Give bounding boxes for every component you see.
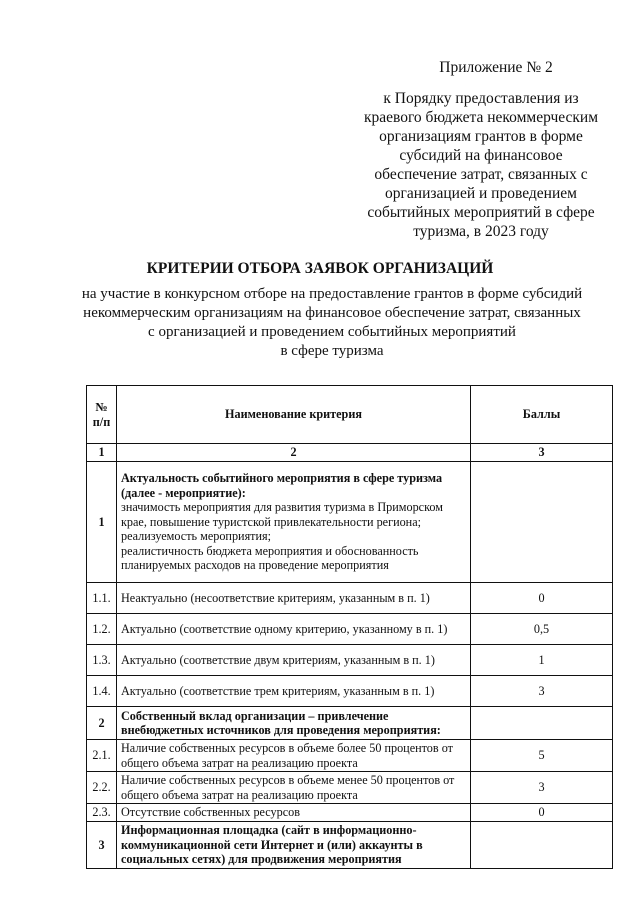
item-number: 1.3. [87,645,117,676]
document-subtitle [52,285,612,361]
section-number: 3 [87,822,117,869]
appendix-line: событийных мероприятий в сфере [367,204,595,221]
appendix-line: организацией и проведением [385,185,577,202]
criteria-table [86,385,613,869]
header-number: № п/п [87,386,117,444]
table-row [87,583,613,614]
section-score [471,822,613,869]
header-score: Баллы [471,386,613,444]
section-detail: реалистичность бюджета мероприятия и обоснованность планируемых расходов на проведение мероприятия [121,543,419,573]
subtitle-line: с организацией и проведением событийных мероприятий [148,324,516,340]
column-number: 1 [87,444,117,462]
item-number: 2.3. [87,804,117,822]
item-criterion: Неактуально (несоответствие критериям, указанным в п. 1) [117,583,471,614]
table-row-section [87,462,613,583]
table-row [87,804,613,822]
section-detail: значимость мероприятия для развития туризма в Приморском крае, повышение туристской привлекательности региона; [121,500,443,529]
column-number: 3 [471,444,613,462]
item-score: 1 [471,645,613,676]
table-row [87,614,613,645]
table-row-section [87,822,613,869]
item-number: 1.1. [87,583,117,614]
appendix-line: обеспечение затрат, связанных с [374,166,588,183]
item-score: 0,5 [471,614,613,645]
item-score: 0 [471,583,613,614]
document-title: КРИТЕРИИ ОТБОРА ЗАЯВОК ОРГАНИЗАЦИЙ [146,260,494,277]
column-number-row [87,444,613,462]
appendix-line: организациям грантов в форме [379,128,583,145]
item-score: 5 [471,740,613,772]
table-row [87,772,613,804]
section-score [471,462,613,583]
appendix-line: к Порядку предоставления из [383,90,579,107]
section-criterion [117,462,471,583]
table-row-section [87,707,613,740]
table-row [87,740,613,772]
header-criterion: Наименование критерия [117,386,471,444]
item-number: 1.2. [87,614,117,645]
table-row [87,676,613,707]
item-criterion: Отсутствие собственных ресурсов [117,804,471,822]
table-row [87,645,613,676]
section-title: Информационная площадка (сайт в информационно-коммуникационной сети Интернет и (или) аккаунты в социальных сетях) для продвижения мероприятия [117,822,471,869]
subtitle-line: некоммерческим организациям на финансовое обеспечение затрат, связанных [83,305,581,321]
column-number: 2 [117,444,471,462]
section-score [471,707,613,740]
subtitle-line: на участие в конкурсном отборе на предоставление грантов в форме субсидий [81,286,583,302]
appendix-line: туризма, в 2023 году [413,223,549,240]
item-number: 1.4. [87,676,117,707]
item-number: 2.1. [87,740,117,772]
section-detail: реализуемость мероприятия; [121,529,272,544]
item-criterion: Актуально (соответствие трем критериям, указанным в п. 1) [117,676,471,707]
item-score: 3 [471,772,613,804]
appendix-number: Приложение № 2 [439,59,553,76]
item-score: 3 [471,676,613,707]
item-criterion: Наличие собственных ресурсов в объеме более 50 процентов от общего объема затрат на реализацию проекта [117,740,471,772]
item-criterion: Наличие собственных ресурсов в объеме менее 50 процентов от общего объема затрат на реализацию проекта [117,772,471,804]
appendix-line: субсидий на финансовое [399,147,563,164]
section-title: Собственный вклад организации – привлечение внебюджетных источников для проведения мероприятия: [117,707,471,740]
section-title: Актуальность событийного мероприятия в сфере туризма (далее - мероприятие): [121,471,443,500]
item-score: 0 [471,804,613,822]
item-number: 2.2. [87,772,117,804]
subtitle-line: в сфере туризма [280,343,384,359]
section-number: 1 [87,462,117,583]
section-number: 2 [87,707,117,740]
appendix-line: краевого бюджета некоммерческим [363,109,599,126]
table-header-row [87,386,613,444]
appendix-block [358,58,604,241]
item-criterion: Актуально (соответствие одному критерию, указанному в п. 1) [117,614,471,645]
item-criterion: Актуально (соответствие двум критериям, указанным в п. 1) [117,645,471,676]
